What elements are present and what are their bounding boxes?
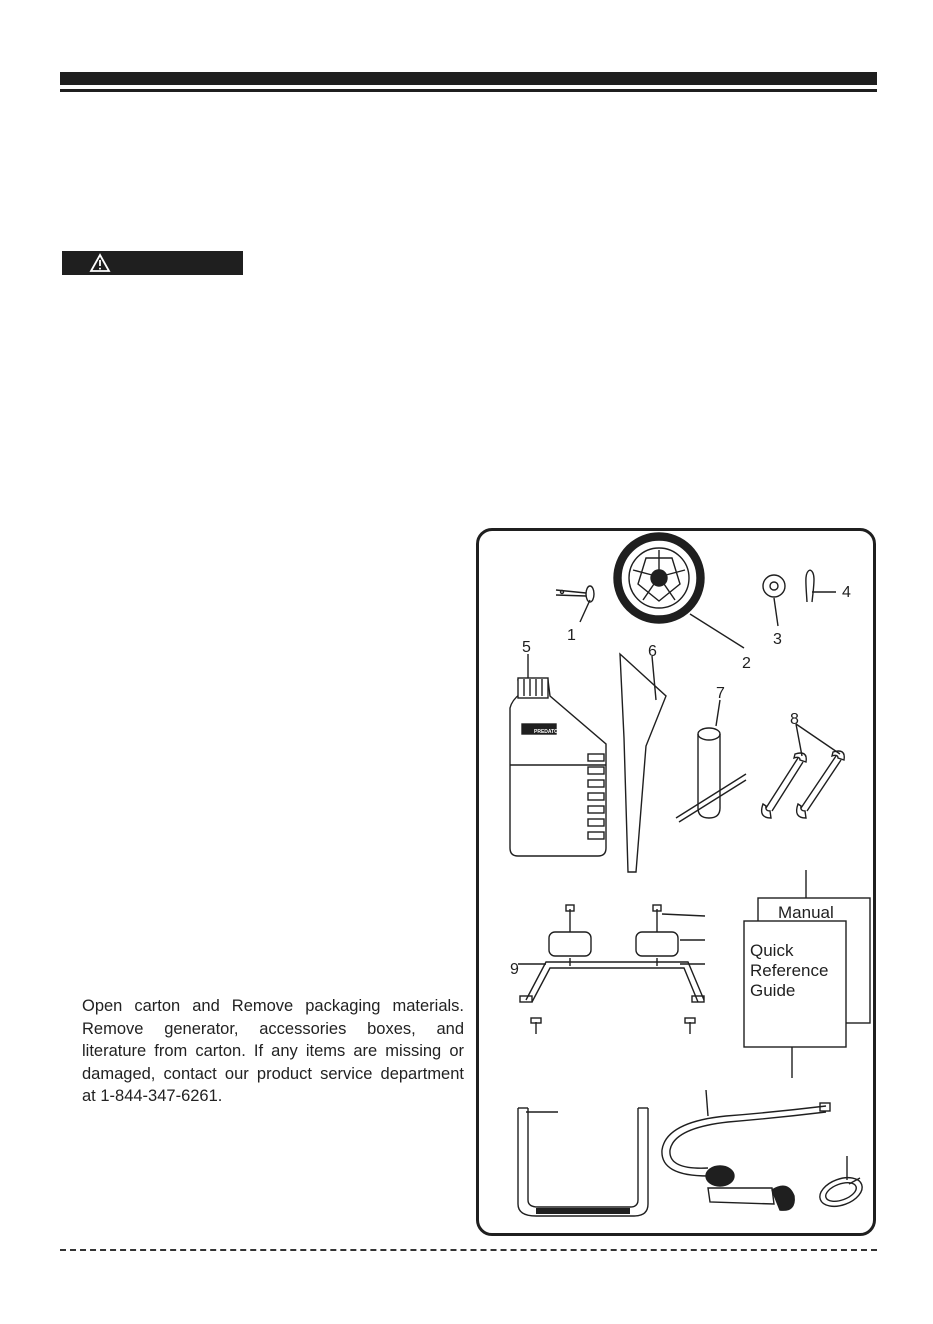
propane-hose-regulator [662, 1090, 866, 1212]
mounting-bracket [518, 905, 705, 1034]
parts-illustration [476, 528, 876, 1236]
cotter-pin [806, 570, 814, 602]
callout-2: 2 [742, 655, 751, 672]
header-rule [60, 89, 877, 92]
guide-line-3: Guide [750, 981, 796, 1000]
callout-leaders [528, 592, 840, 756]
header-bar [60, 72, 877, 85]
open-end-wrenches [762, 751, 845, 818]
warning-badge [62, 251, 243, 275]
callout-7: 7 [716, 685, 725, 702]
callout-6: 6 [648, 643, 657, 660]
callout-3: 3 [773, 631, 782, 648]
footer-dashed-rule [60, 1249, 877, 1251]
washer [763, 575, 785, 597]
spark-plug-wrench [676, 728, 746, 822]
guide-line-2: Reference [750, 961, 829, 980]
callout-9: 9 [510, 961, 519, 978]
bottle-brand-label: PREDATOR [534, 729, 562, 735]
callout-5: 5 [522, 639, 531, 656]
handle [518, 1108, 648, 1216]
guide-line-1: Quick [750, 941, 794, 960]
manual-label: Manual [778, 903, 834, 922]
unpacking-instructions: Open carton and Remove packaging materials. Remove generator, accessories boxes, and literature from carton. If any items are missing or damaged, contact our product service department at 1-844-347-6261. [82, 997, 464, 1105]
funnel [620, 654, 666, 872]
wheel [614, 533, 704, 623]
callout-8: 8 [790, 711, 799, 728]
axle-pin [556, 586, 594, 602]
callout-4: 4 [842, 584, 851, 601]
oil-bottle [510, 678, 606, 856]
warning-triangle-icon [89, 253, 111, 273]
callout-1: 1 [567, 627, 576, 644]
